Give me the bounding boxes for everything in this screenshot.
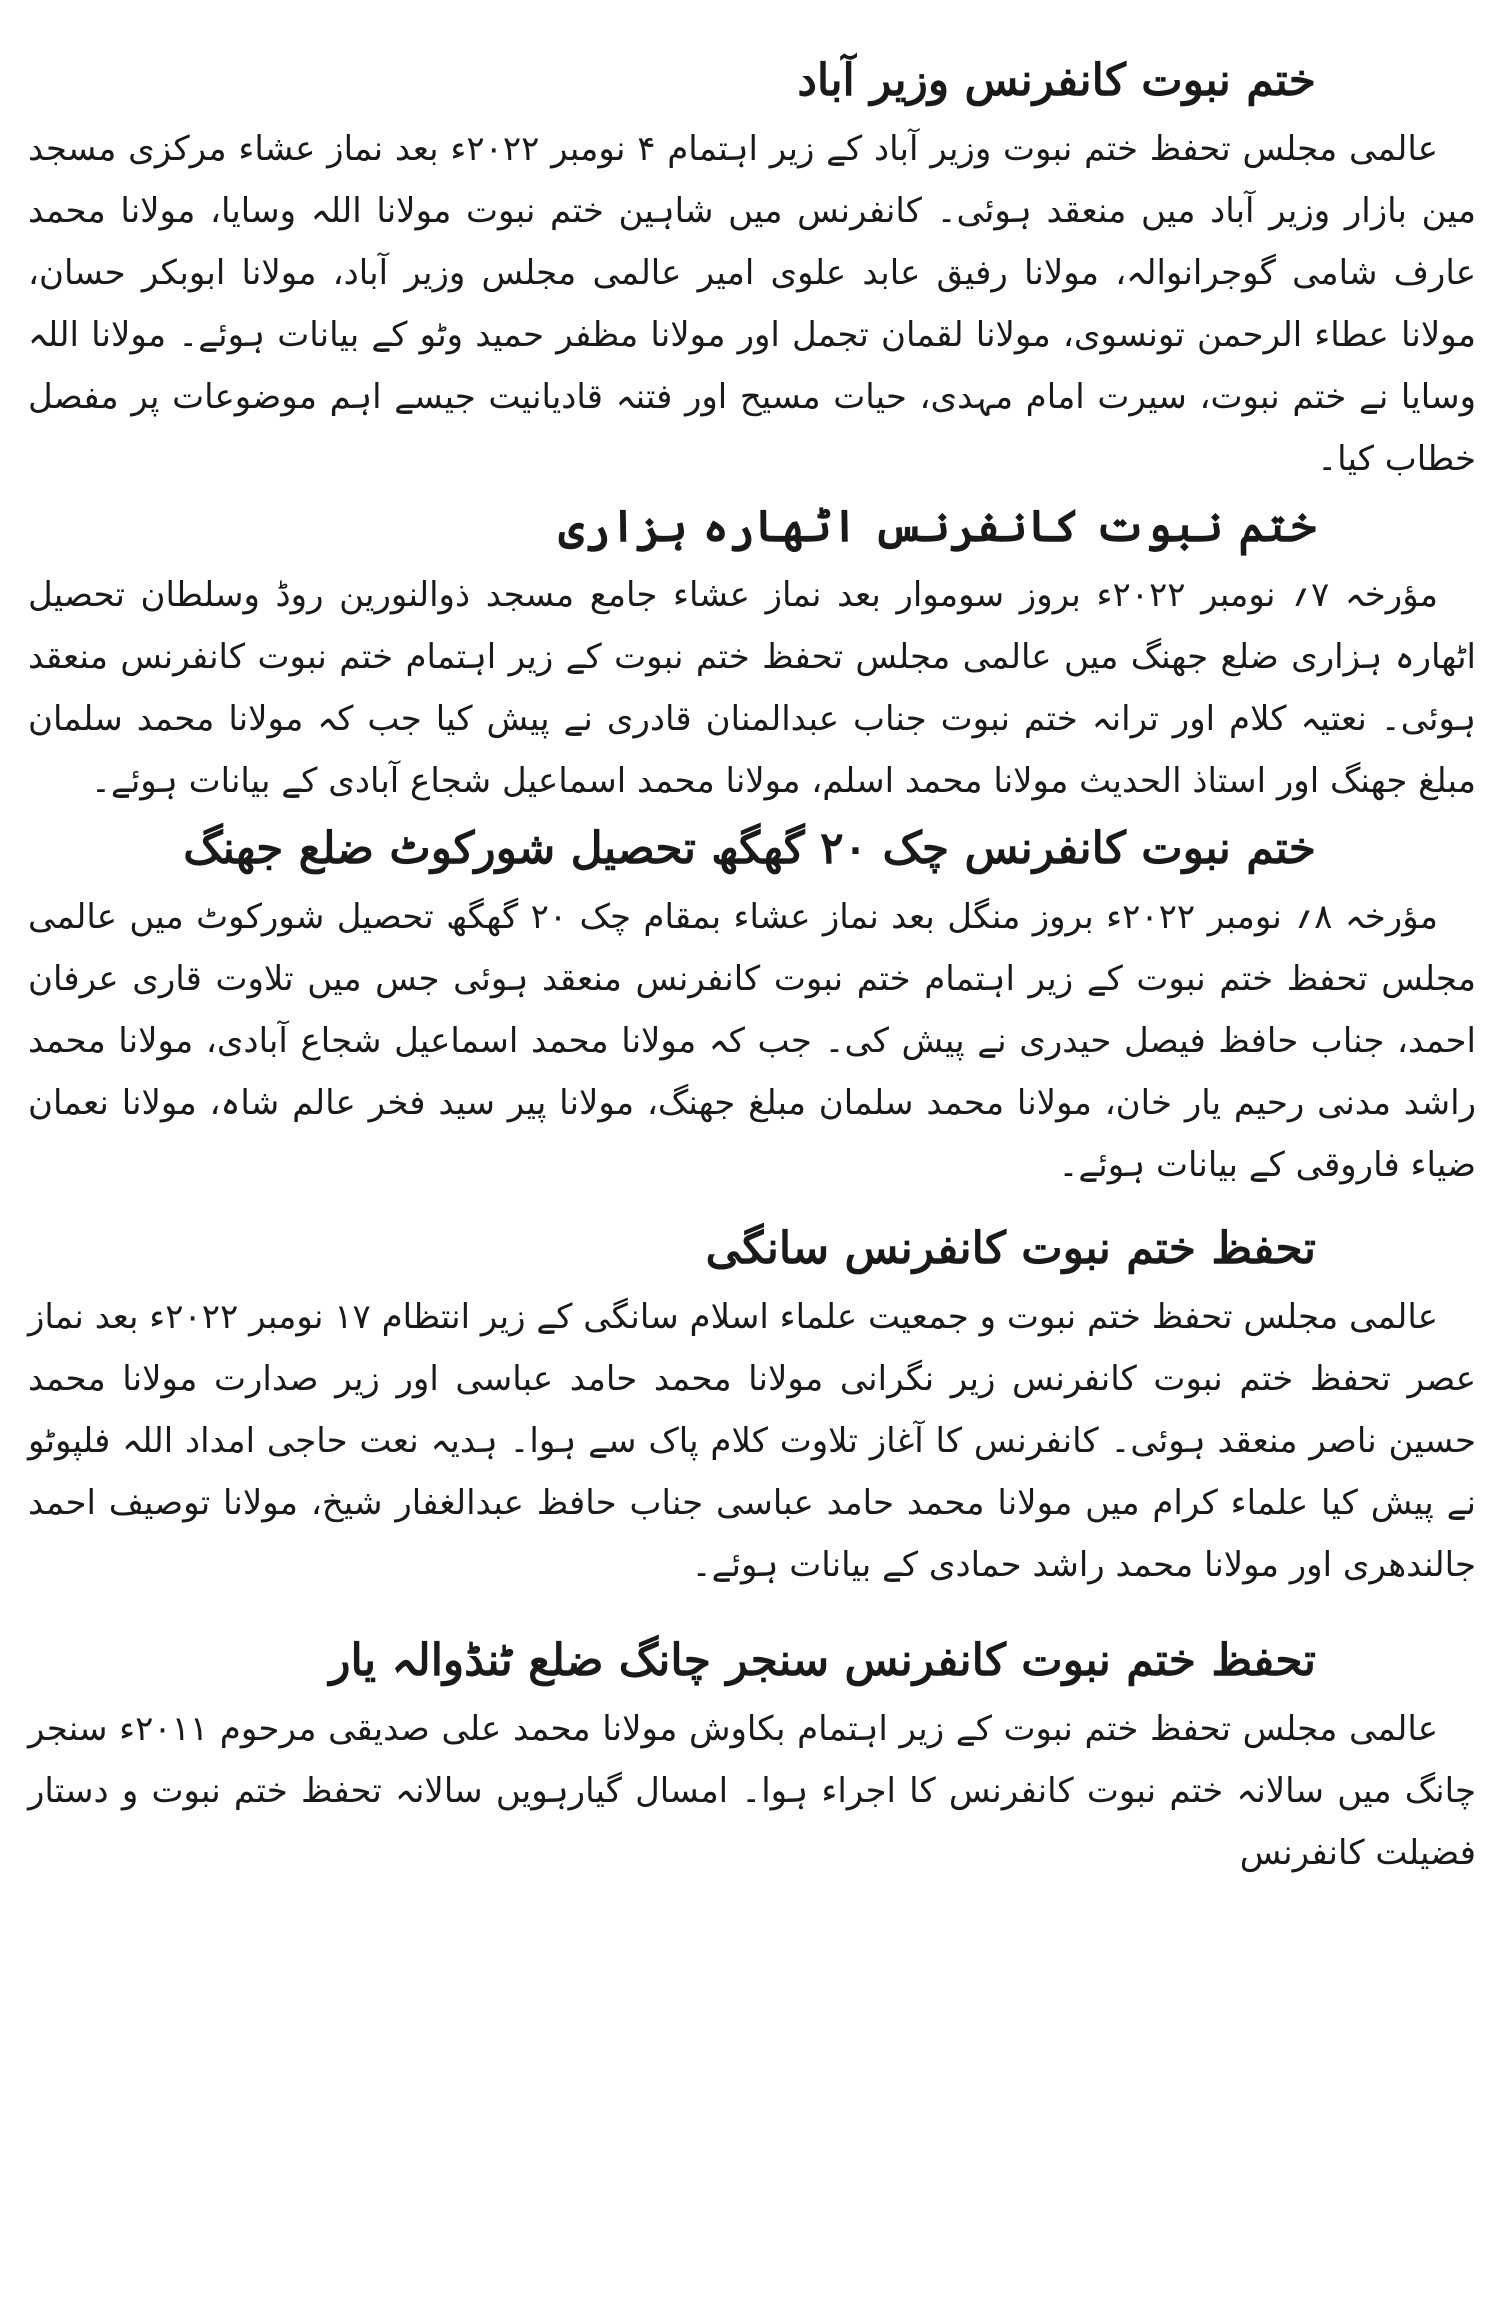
paragraph-text: عالمی مجلس تحفظ ختم نبوت کے زیر اہتمام بکاوش مولانا محمد علی صدیقی مرحوم ۲۰۱۱ء سنجر چانگ میں سالانہ ختم نبوت کانفرنس کا اجراء ہوا۔ امسال گیارہویں سالانہ تحفظ ختم نبوت و دستار فضیلت کانفرنس: [28, 1709, 1476, 1873]
paragraph-text: عالمی مجلس تحفظ ختم نبوت و جمعیت علماء اسلام سانگی کے زیر انتظام ۱۷ نومبر ۲۰۲۲ء بعد نماز عصر تحفظ ختم نبوت کانفرنس زیر نگرانی مولانا محمد حامد عباسی اور زیر صدارت مولانا محمد حسین ناصر منعقد ہوئی۔ کانفرنس کا آغاز تلاوت کلام پاک سے ہوا۔ ہدیہ نعت حاجی امداد اللہ فلپوٹو نے پیش کیا علماء کرام میں مولانا محمد حامد عباسی جناب حافظ عبدالغفار شیخ، مولانا توصیف احمد جالندھری اور مولانا محمد راشد حمادی کے بیانات ہوئے۔: [28, 1297, 1476, 1585]
section-heading: ختم نبوت کانفرنس چک ۲۰ گھگھ تحصیل شورکوٹ ضلع جھنگ: [183, 823, 1316, 874]
section-heading: تحفظ ختم نبوت کانفرنس سانگی: [705, 1223, 1316, 1274]
section-heading: ختم نبوت کانفرنس وزیر آباد: [797, 55, 1316, 106]
paragraph-text: مؤرخہ ۷؍ نومبر ۲۰۲۲ء بروز سوموار بعد نماز عشاء جامع مسجد ذوالنورین روڈ وسلطان تحصیل اٹھارہ ہزاری ضلع جھنگ میں عالمی مجلس تحفظ ختم نبوت کے زیر اہتمام ختم نبوت کانفرنس منعقد ہوئی۔ نعتیہ کلام اور ترانہ ختم نبوت جناب عبدالمنان قادری نے پیش کیا جب کہ مولانا محمد سلمان مبلغ جھنگ اور استاذ الحدیث مولانا محمد اسلم، مولانا محمد اسماعیل شجاع آبادی کے بیانات ہوئے۔: [28, 575, 1476, 801]
section-heading: تحفظ ختم نبوت کانفرنس سنجر چانگ ضلع ٹنڈوالہ یار: [329, 1635, 1316, 1686]
section-chak-20-ghagh: [28, 818, 1476, 1196]
document-page: [28, 50, 1476, 2280]
section-athara-hazari: [28, 496, 1476, 812]
section-wazirabad: [28, 50, 1476, 490]
section-body: [28, 1698, 1476, 1884]
section-heading: ختم نبوت کانفرنس اٹھارہ ہزاری: [558, 501, 1316, 552]
section-sanjar-chang: [28, 1630, 1476, 1884]
section-body: [28, 1286, 1476, 1596]
section-body: [28, 118, 1476, 490]
section-body: [28, 564, 1476, 812]
paragraph-text: مؤرخہ ۸؍ نومبر ۲۰۲۲ء بروز منگل بعد نماز عشاء بمقام چک ۲۰ گھگھ تحصیل شورکوٹ میں عالمی مجلس تحفظ ختم نبوت کے زیر اہتمام ختم نبوت کانفرنس منعقد ہوئی جس میں تلاوت قاری عرفان احمد، جناب حافظ فیصل حیدری نے پیش کی۔ جب کہ مولانا محمد اسماعیل شجاع آبادی، مولانا محمد راشد مدنی رحیم یار خان، مولانا محمد سلمان مبلغ جھنگ، مولانا پیر سید فخر عالم شاہ، مولانا نعمان ضیاء فاروقی کے بیانات ہوئے۔: [28, 897, 1476, 1185]
section-body: [28, 886, 1476, 1196]
section-sangi: [28, 1218, 1476, 1596]
paragraph-text: عالمی مجلس تحفظ ختم نبوت وزیر آباد کے زیر اہتمام ۴ نومبر ۲۰۲۲ء بعد نماز عشاء مرکزی مسجد مین بازار وزیر آباد میں منعقد ہوئی۔ کانفرنس میں شاہین ختم نبوت مولانا اللہ وسایا، مولانا محمد عارف شامی گوجرانوالہ، مولانا رفیق عابد علوی امیر عالمی مجلس وزیر آباد، مولانا ابوبکر حسان، مولانا عطاء الرحمن تونسوی، مولانا لقمان تجمل اور مولانا مظفر حمید وٹو کے بیانات ہوئے۔ مولانا اللہ وسایا نے ختم نبوت، سیرت امام مہدی، حیات مسیح اور فتنہ قادیانیت جیسے اہم موضوعات پر مفصل خطاب کیا۔: [28, 129, 1476, 479]
